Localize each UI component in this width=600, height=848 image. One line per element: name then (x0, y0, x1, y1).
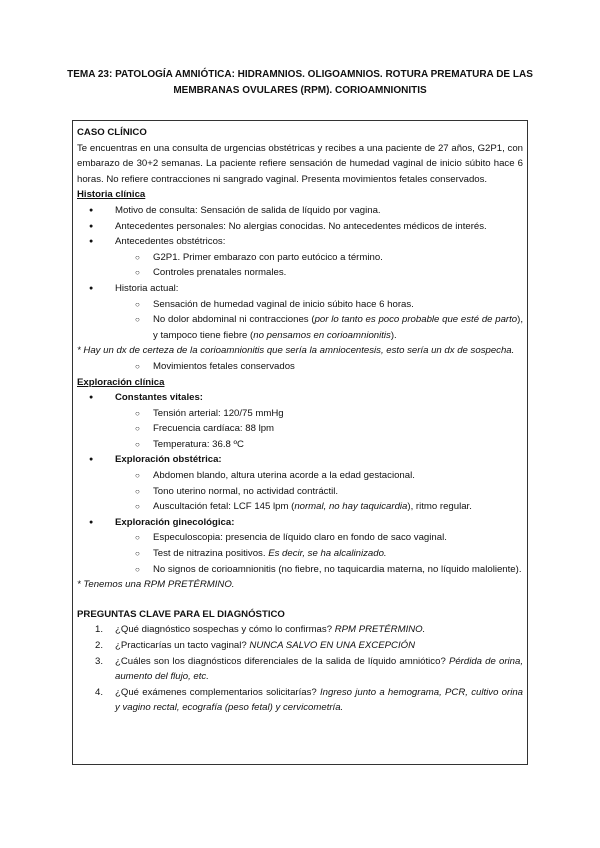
spacer (77, 593, 523, 607)
italic-note: por lo tanto es poco probable que esté de parto (314, 314, 518, 326)
history-heading: Historia clínica (77, 189, 146, 201)
text-span: ). (390, 329, 397, 341)
exploration-note: * Tenemos una RPM PRETÉRMINO. (77, 579, 235, 591)
text-span: Test de nitrazina positivos. (153, 548, 269, 560)
italic-note: no pensamos en corioamnionitis (253, 329, 391, 341)
exploration-obstetrica: ● Exploración obstétrica: (77, 452, 523, 468)
exploration-item: ○ Frecuencia cardíaca: 88 lpm (77, 421, 523, 437)
questions-list (77, 622, 523, 716)
history-actual: ● Historia actual: (77, 281, 523, 297)
history-personales: ● Antecedentes personales: No alergias conocidas. No antecedentes médicos de interés. (77, 219, 523, 235)
exploration-gine: ● Exploración ginecológica: (77, 515, 523, 531)
case-intro: Te encuentras en una consulta de urgencias obstétricas y recibes a una paciente de 27 años, G2P1, con embarazo de 30+2 semanas. La paciente refiere sensación de humedad vaginal de inicio súbito hace 6 horas. No refiere contracciones ni sangrado vaginal. Presenta movimientos fetales conservados. (77, 142, 523, 185)
history-act-item (77, 312, 523, 343)
history-act-item: ○ Sensación de humedad vaginal de inicio súbito hace 6 horas. (77, 297, 523, 313)
history-obs-item: ○ Controles prenatales normales. (77, 265, 523, 281)
question-item (77, 622, 523, 638)
title-line-1: TEMA 23: PATOLOGÍA AMNIÓTICA: HIDRAMNIOS. OLIGOAMNIOS. ROTURA PREMATURA DE LAS (67, 69, 533, 80)
exploration-item: ○ Tensión arterial: 120/75 mmHg (77, 406, 523, 422)
question-text: ¿Practicarías un tacto vaginal? (115, 640, 250, 651)
text-span: ), y tampoco tiene fiebre ( (153, 314, 524, 341)
question-answer: Ingreso junto a hemograma, PCR, cultivo orina y vagino rectal, ecografía (peso fetal) y cervicometría. (115, 686, 523, 714)
question-text: ¿Qué diagnóstico sospechas y cómo lo confirmas? (115, 624, 335, 636)
question-answer: RPM PRETÉRMINO. (334, 624, 426, 636)
history-act-item: ○ Movimientos fetales conservados (77, 359, 523, 375)
questions-heading: PREGUNTAS CLAVE PARA EL DIAGNÓSTICO (77, 608, 285, 620)
history-obstetricos: ● Antecedentes obstétricos: (77, 234, 523, 250)
exploration-heading: Exploración clínica (77, 376, 165, 388)
question-text: ¿Qué exámenes complementarios solicitarías? (115, 686, 320, 698)
text-span: Auscultación fetal: LCF 145 lpm ( (153, 501, 295, 513)
case-box (72, 120, 528, 765)
exploration-item: ○ Abdomen blando, altura uterina acorde a la edad gestacional. (77, 468, 523, 484)
history-obs-item: ○ G2P1. Primer embarazo con parto eutócico a término. (77, 250, 523, 266)
question-answer: Pérdida de orina, aumento del flujo, etc. (115, 655, 523, 683)
exploration-item: ○ No signos de corioamnionitis (no fiebre, no taquicardia materna, no líquido maloliente). (77, 562, 523, 578)
case-heading: CASO CLÍNICO (77, 127, 147, 138)
italic-note: Es decir, se ha alcalinizado. (268, 548, 387, 560)
exploration-item (77, 499, 523, 515)
exploration-item: ○ Tono uterino normal, no actividad contráctil. (77, 484, 523, 500)
exploration-item (77, 546, 523, 562)
italic-note: normal, no hay taquicardia (294, 501, 408, 513)
question-text: ¿Cuáles son los diagnósticos diferenciales de la salida de líquido amniótico? (115, 655, 449, 667)
question-item (77, 654, 523, 685)
question-answer: NUNCA SALVO EN UNA EXCEPCIÓN (249, 640, 416, 651)
title-line-2: MEMBRANAS OVULARES (RPM). CORIOAMNIONITIS (173, 85, 427, 96)
exploration-item: ○ Especuloscopia: presencia de líquido claro en fondo de saco vaginal. (77, 530, 523, 546)
history-note: * Hay un dx de certeza de la corioamnionitis que sería la amniocentesis, esto sería un dx de sospecha. (77, 345, 515, 357)
text-span: No dolor abdominal ni contracciones ( (153, 314, 315, 326)
exploration-item: ○ Temperatura: 36.8 ºC (77, 437, 523, 453)
document-title (60, 67, 540, 99)
question-item (77, 685, 523, 716)
history-motivo: ● Motivo de consulta: Sensación de salida de líquido por vagina. (77, 203, 523, 219)
question-number: 1. (95, 624, 104, 636)
question-item (77, 638, 523, 654)
question-number: 2. (95, 640, 104, 651)
text-span: ), ritmo regular. (407, 501, 472, 513)
question-number: 4. (95, 686, 104, 698)
exploration-vitales: ● Constantes vitales: (77, 390, 523, 406)
question-number: 3. (95, 655, 104, 667)
